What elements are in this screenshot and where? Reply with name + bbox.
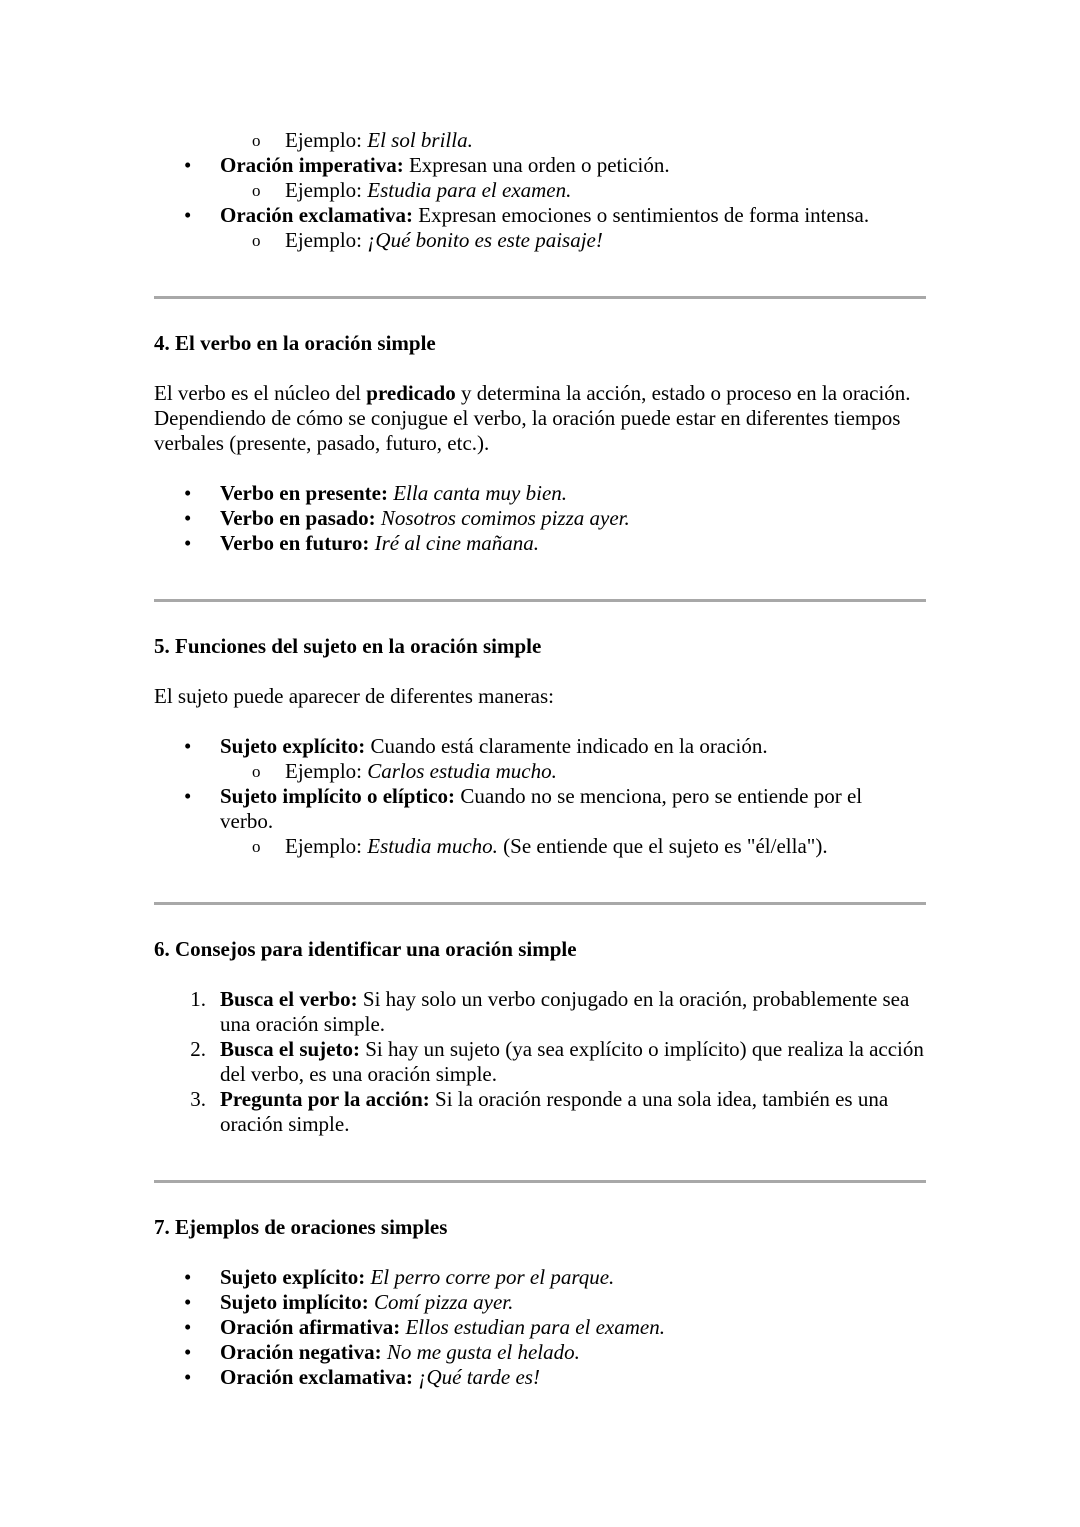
section-heading: 4. El verbo en la oración simple — [154, 331, 436, 355]
bullet-icon: • — [184, 153, 192, 177]
example-text: Estudia para el examen. — [367, 178, 572, 202]
bullet-icon: • — [184, 1265, 192, 1289]
section-heading: 5. Funciones del sujeto en la oración simple — [154, 634, 542, 658]
item-term: Oración imperativa: — [220, 153, 404, 177]
list-item — [154, 153, 926, 178]
section-paragraph: El sujeto puede aparecer de diferentes maneras: — [154, 684, 554, 708]
example-text: El sol brilla. — [367, 128, 473, 152]
list-item: • Sujeto implícito: Comí pizza ayer. — [184, 1290, 514, 1314]
list-item: • Sujeto explícito: El perro corre por el parque. — [184, 1265, 615, 1289]
numbered-item: 2. Busca el sujeto: Si hay un sujeto (ya sea explícito o implícito) que realiza la acción del verbo, es una oración simple. — [154, 1037, 926, 1087]
circle-bullet-icon: o — [252, 131, 261, 150]
section-paragraph: El verbo es el núcleo del predicado y determina la acción, estado o proceso en la oración. Dependiendo de cómo se conjugue el verbo, la oración puede estar en diferentes tiempos verbales (presente, pasado, futuro, etc.). — [154, 381, 911, 455]
list-item: • Sujeto explícito: Cuando está claramente indicado en la oración. — [184, 734, 768, 758]
item-text: Expresan emociones o sentimientos de forma intensa. — [413, 203, 870, 227]
list-subitem: o Ejemplo: Carlos estudia mucho. — [252, 759, 557, 783]
document-page — [154, 128, 926, 1390]
example-prefix: Ejemplo: — [285, 228, 368, 252]
examples-list — [154, 1265, 926, 1390]
bullet-icon: • — [184, 1365, 192, 1389]
list-subitem — [154, 228, 926, 253]
item-number: 2. — [190, 1037, 206, 1061]
bullet-icon: • — [184, 1315, 192, 1339]
circle-bullet-icon: o — [252, 181, 261, 200]
list-subitem: o Ejemplo: Estudia mucho. (Se entiende que el sujeto es "él/ella"). — [252, 834, 828, 858]
subject-list — [154, 734, 926, 859]
bullet-icon: • — [184, 1340, 192, 1364]
list-item: • Sujeto implícito o elíptico: Cuando no se menciona, pero se entiende por el verbo. — [184, 784, 863, 833]
bullet-icon: • — [184, 784, 192, 808]
bullet-icon: • — [184, 506, 192, 530]
list-item: • Oración afirmativa: Ellos estudian para el examen. — [184, 1315, 665, 1339]
example-text: ¡Qué bonito es este paisaje! — [367, 228, 603, 252]
list-item — [154, 203, 926, 228]
bullet-icon: • — [184, 1290, 192, 1314]
numbered-item: 3. Pregunta por la acción: Si la oración responde a una sola idea, también es una oración simple. — [154, 1087, 926, 1137]
item-text: Expresan una orden o petición. — [403, 153, 670, 177]
example-prefix: Ejemplo: — [285, 128, 368, 152]
list-subitem — [154, 178, 926, 203]
bullet-icon: • — [184, 531, 192, 555]
item-number: 1. — [190, 987, 206, 1011]
circle-bullet-icon: o — [252, 231, 261, 250]
bullet-icon: • — [184, 481, 192, 505]
example-prefix: Ejemplo: — [285, 178, 368, 202]
circle-bullet-icon: o — [252, 837, 261, 856]
item-term: Oración exclamativa: — [220, 203, 414, 227]
numbered-item: 1. Busca el verbo: Si hay solo un verbo conjugado en la oración, probablemente sea una oración simple. — [154, 987, 926, 1037]
bullet-icon: • — [184, 203, 192, 227]
list-subitem — [154, 128, 926, 153]
bullet-icon: • — [184, 734, 192, 758]
item-number: 3. — [190, 1087, 206, 1111]
list-item: • Oración negativa: No me gusta el helado. — [184, 1340, 580, 1364]
circle-bullet-icon: o — [252, 762, 261, 781]
section-heading: 6. Consejos para identificar una oración simple — [154, 937, 577, 961]
tips-list — [154, 987, 926, 1137]
list-item: • Verbo en pasado: Nosotros comimos pizza ayer. — [184, 506, 630, 530]
list-item: • Oración exclamativa: ¡Qué tarde es! — [184, 1365, 540, 1389]
list-item: • Verbo en futuro: Iré al cine mañana. — [184, 531, 540, 555]
list-item: • Verbo en presente: Ella canta muy bien. — [184, 481, 568, 505]
section-heading: 7. Ejemplos de oraciones simples — [154, 1215, 448, 1239]
verb-tense-list — [154, 481, 926, 556]
top-list — [154, 128, 926, 253]
